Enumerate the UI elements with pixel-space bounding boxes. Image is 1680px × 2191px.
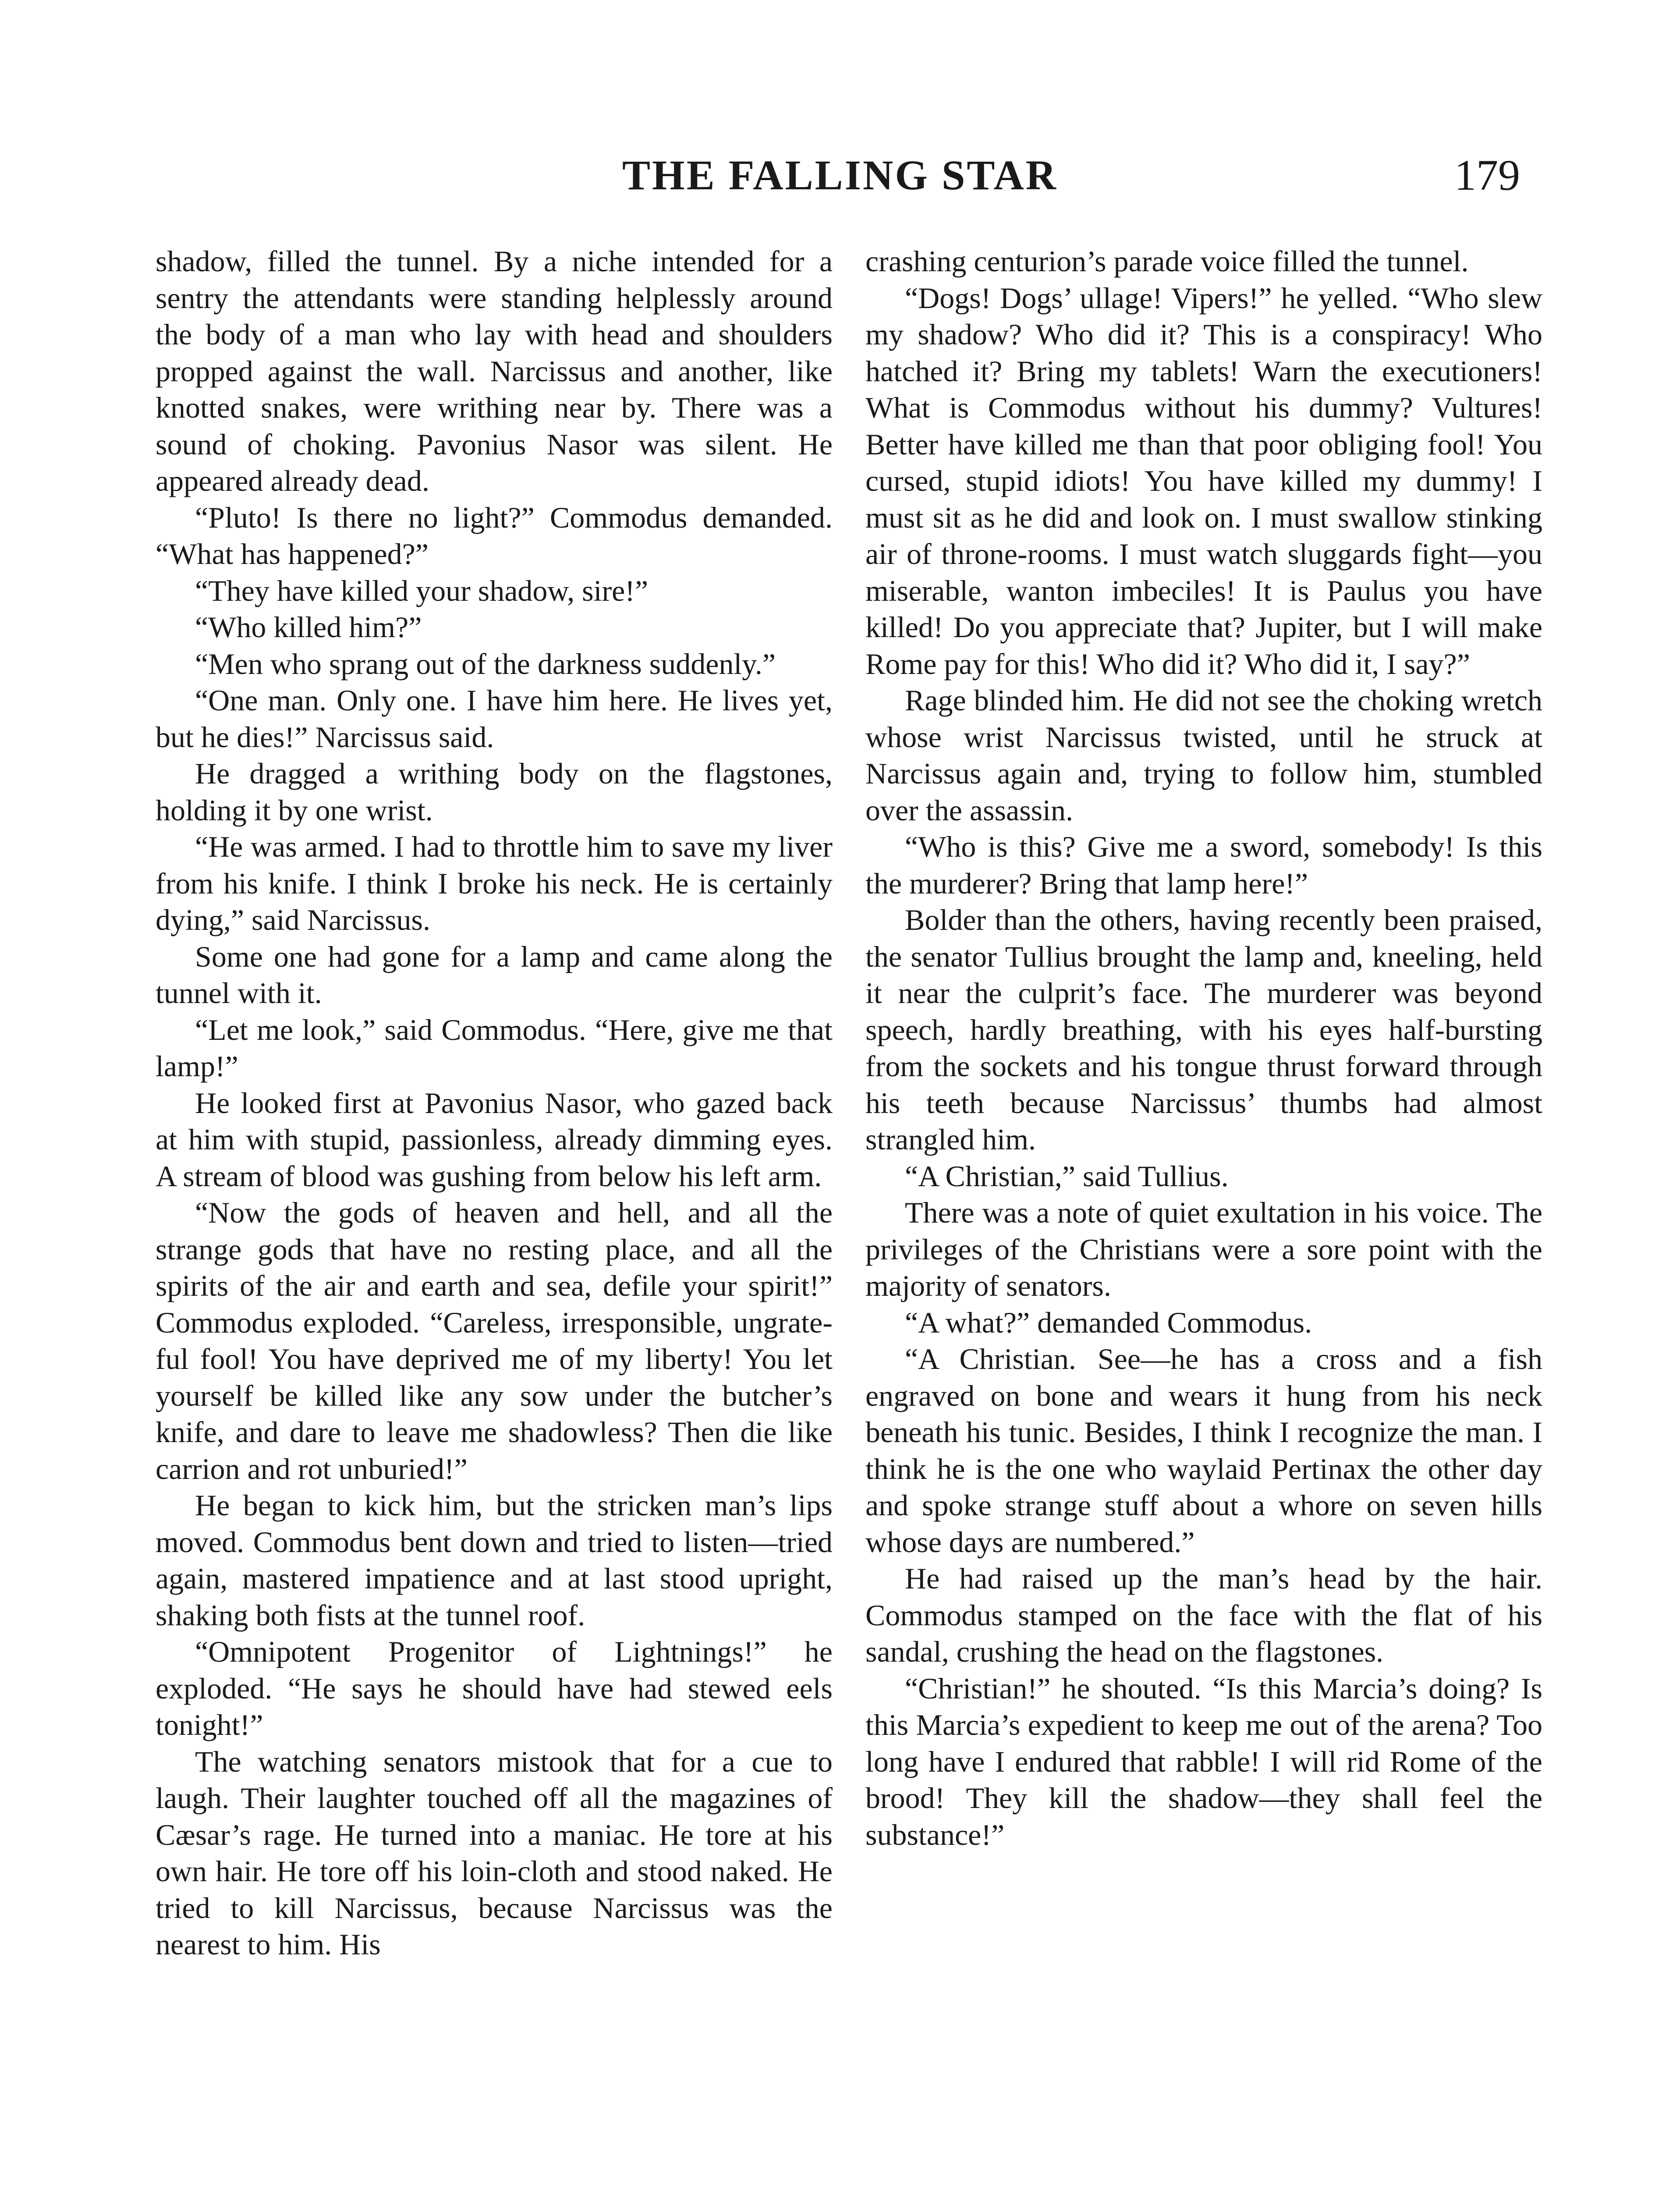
paragraph: There was a note of quiet exultation in his voice. The privileges of the Christians were a sore point with the majority of senators. xyxy=(865,1196,1542,1302)
paragraph: “Who killed him?” xyxy=(195,610,422,644)
paragraph: He looked first at Pavonius Nasor, who gazed back at him with stupid, passionless, already dimming eyes. A stream of blood was gushing from below his left arm. xyxy=(156,1086,833,1193)
paragraph: “Christian!” he shouted. “Is this Marcia’s doing? Is this Marcia’s expedient to keep me out of the arena? Too long have I endured that rabble! I will rid Rome of the brood! They kill the shadow—they shall feel the substance!” xyxy=(865,1671,1542,1851)
page-number: 179 xyxy=(1454,151,1520,199)
paragraph: “A Christian,” said Tullius. xyxy=(905,1159,1229,1193)
page-header xyxy=(0,145,1680,206)
paragraph: crashing centurion’s parade voice filled the tunnel. xyxy=(865,245,1469,278)
paragraph: Some one had gone for a lamp and came along the tunnel with it. xyxy=(156,940,833,1010)
paragraph: Rage blinded him. He did not see the choking wretch whose wrist Narcissus twisted, until he struck at Narcissus again and, trying to follow him, stumbled over the assassin. xyxy=(865,684,1542,827)
running-head-title: THE FALLING STAR xyxy=(622,152,1058,199)
paragraph: He dragged a writhing body on the flagstones, holding it by one wrist. xyxy=(156,757,833,827)
paragraph: He began to kick him, but the stricken man’s lips moved. Commodus bent down and tried to listen—tried again, mastered impatience and at last stood upright, shaking both fists at the tunnel roof. xyxy=(156,1489,833,1632)
paragraph: “They have killed your shadow, sire!” xyxy=(195,574,649,607)
paragraph: “Let me look,” said Commodus. “Here, give me that lamp!” xyxy=(156,1013,833,1083)
paragraph: He had raised up the man’s head by the hair. Commodus stamped on the face with the flat of his sandal, crushing the head on the flagstones. xyxy=(865,1562,1542,1668)
left-column xyxy=(156,243,833,1963)
paragraph: “He was armed. I had to throttle him to save my liver from his knife. I think I broke his neck. He is certainly dying,” said Narcissus. xyxy=(156,830,833,936)
paragraph: “Pluto! Is there no light?” Commodus demanded. “What has happened?” xyxy=(156,500,833,571)
paragraph: “Men who sprang out of the darkness suddenly.” xyxy=(195,647,776,681)
paragraph: “Dogs! Dogs’ ullage! Vipers!” he yelled. “Who slew my shadow? Who did it? This is a conspiracy! Who hatched it? Bring my tablets! Warn the executioners! What is Commodus without his dummy? Vultures! Better have killed me than that poor obliging fool! You cursed, stupid idiots! You have killed my dummy! I must sit as he did and look on. I must swallow stinking air of throne-rooms. I must watch sluggards fight—you miserable, wanton imbeciles! It is Paulus you have killed! Do you appreciate that? Jupiter, but I will make Rome pay for this! Who did it? Who did it, I say?” xyxy=(865,281,1542,681)
paragraph: “Omnipotent Progenitor of Lightnings!” he exploded. “He says he should have had stewed eels tonight!” xyxy=(156,1635,833,1741)
paragraph: “A Christian. See—he has a cross and a fish engraved on bone and wears it hung from his neck beneath his tunic. Besides, I think I recognize the man. I think he is the one who waylaid Pertinax the other day and spoke strange stuff about a whore on seven hills whose days are numbered.” xyxy=(865,1342,1542,1559)
paragraph: The watching senators mistook that for a cue to laugh. Their laughter touched off all the magazines of Cæsar’s rage. He turned into a maniac. He tore at his own hair. He tore off his loin-cloth and stood naked. He tried to kill Narcissus, because Narcissus was the nearest to him. His xyxy=(156,1744,833,1961)
right-column xyxy=(865,243,1542,1853)
paragraph: shadow, filled the tunnel. By a niche intended for a sentry the attendants were standing helplessly around the body of a man who lay with head and shoulders propped against the wall. Narcissus and another, like knotted snakes, were writhing near by. There was a sound of choking. Pavonius Nasor was silent. He appeared already dead. xyxy=(156,245,833,497)
paragraph: “One man. Only one. I have him here. He lives yet, but he dies!” Narcissus said. xyxy=(156,684,833,754)
paragraph: Bolder than the others, having recently been praised, the senator Tullius brought the lamp and, kneeling, held it near the culprit’s face. The murderer was beyond speech, hardly breathing, with his eyes half-bursting from the sockets and his tongue thrust forward through his teeth because Narcissus’ thumbs had almost strangled him. xyxy=(865,903,1542,1156)
paragraph: “Now the gods of heaven and hell, and all the strange gods that have no resting place, and all the spirits of the air and earth and sea, defile your spirit!” Commodus exploded. “Careless, irresponsible, ungrateful fool! You have deprived me of my liberty! You let yourself be killed like any sow under the butcher’s knife, and dare to leave me shadowless? Then die like carrion and rot unburied!” xyxy=(156,1196,833,1485)
paragraph: “Who is this? Give me a sword, somebody! Is this the murderer? Bring that lamp here!” xyxy=(865,830,1542,900)
paragraph: “A what?” demanded Commodus. xyxy=(905,1305,1312,1339)
